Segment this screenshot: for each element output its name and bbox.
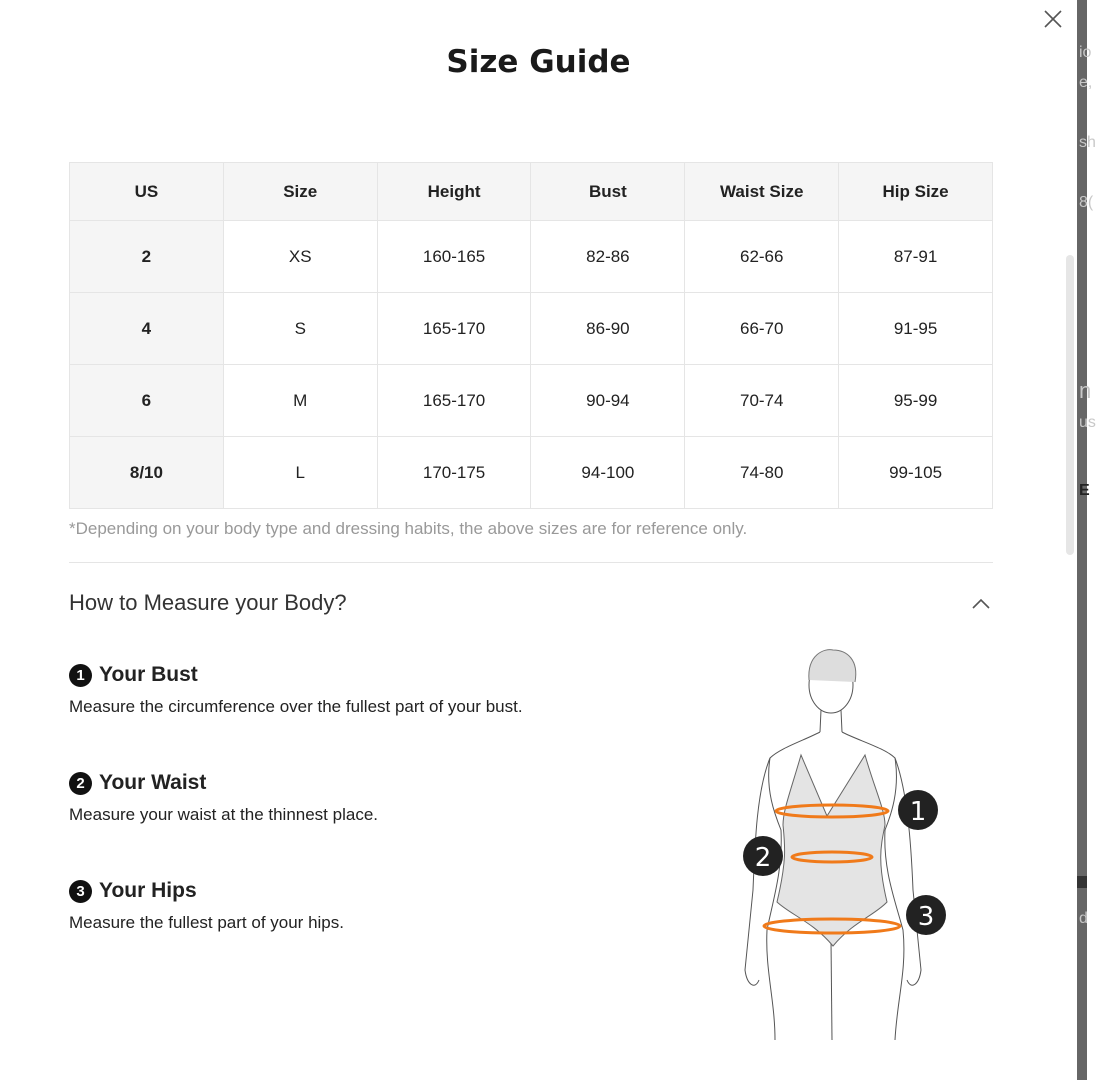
background-text-fragment: E [1079, 482, 1090, 499]
background-text-fragment: n [1079, 378, 1092, 403]
background-text-fragment: io [1079, 44, 1092, 61]
background-text-fragment: 8( [1079, 194, 1094, 211]
table-cell-hip: 91-95 [839, 293, 993, 365]
table-row [70, 437, 993, 509]
marker-label: 1 [909, 797, 927, 827]
table-cell-hip: 87-91 [839, 221, 993, 293]
table-cell-us: 4 [70, 293, 224, 365]
table-cell-us: 8/10 [70, 437, 224, 509]
table-cell-size: S [223, 293, 377, 365]
table-cell-size: XS [223, 221, 377, 293]
table-cell-size: L [223, 437, 377, 509]
table-cell-height: 160-165 [377, 221, 531, 293]
measure-section-toggle[interactable]: How to Measure your Body? [69, 590, 347, 615]
measure-item-description: Measure the circumference over the fullest part of your bust. [69, 697, 523, 716]
table-cell-hip: 95-99 [839, 365, 993, 437]
number-badge: 2 [69, 772, 92, 795]
table-row [70, 221, 993, 293]
number-badge: 1 [69, 664, 92, 687]
table-cell-waist: 62-66 [685, 221, 839, 293]
column-header-us: US [70, 163, 224, 221]
size-table [69, 162, 993, 509]
background-bar [1077, 876, 1087, 888]
number-badge: 3 [69, 880, 92, 903]
close-button[interactable] [1040, 6, 1066, 32]
background-text-fragment: e, [1079, 74, 1093, 91]
table-cell-us: 2 [70, 221, 224, 293]
measure-item-title: Your Waist [99, 771, 207, 794]
table-cell-height: 170-175 [377, 437, 531, 509]
column-header-bust: Bust [531, 163, 685, 221]
background-text-fragment: us [1079, 414, 1096, 431]
measure-item-title: Your Bust [99, 663, 198, 686]
table-cell-waist: 66-70 [685, 293, 839, 365]
chevron-up-icon[interactable] [970, 596, 992, 612]
table-cell-bust: 86-90 [531, 293, 685, 365]
marker-label: 3 [917, 902, 935, 932]
column-header-height: Height [377, 163, 531, 221]
modal-title: Size Guide [446, 44, 631, 80]
table-row [70, 365, 993, 437]
table-cell-bust: 94-100 [531, 437, 685, 509]
measure-item-description: Measure your waist at the thinnest place. [69, 805, 378, 824]
table-row [70, 293, 993, 365]
divider [69, 562, 993, 563]
scrollbar-thumb[interactable] [1066, 255, 1074, 555]
marker-label: 2 [754, 843, 772, 873]
background-text-fragment: d [1079, 910, 1088, 927]
background-text-fragment: sh [1079, 134, 1096, 151]
measure-item-bust [69, 661, 689, 717]
close-icon [1043, 9, 1063, 29]
marker-2 [743, 836, 783, 876]
table-cell-bust: 90-94 [531, 365, 685, 437]
table-cell-waist: 74-80 [685, 437, 839, 509]
table-cell-hip: 99-105 [839, 437, 993, 509]
column-header-hip: Hip Size [839, 163, 993, 221]
measure-item-waist [69, 769, 689, 825]
table-cell-bust: 82-86 [531, 221, 685, 293]
table-cell-waist: 70-74 [685, 365, 839, 437]
body-measurement-illustration [735, 640, 955, 1040]
table-cell-height: 165-170 [377, 293, 531, 365]
reference-note: *Depending on your body type and dressing habits, the above sizes are for reference only. [69, 519, 748, 538]
marker-3 [906, 895, 946, 935]
marker-1 [898, 790, 938, 830]
measure-item-hips [69, 877, 689, 933]
measure-item-title: Your Hips [99, 879, 197, 902]
background-page [1077, 0, 1096, 1080]
table-cell-height: 165-170 [377, 365, 531, 437]
table-header-row [70, 163, 993, 221]
table-cell-size: M [223, 365, 377, 437]
column-header-waist: Waist Size [685, 163, 839, 221]
column-header-size: Size [223, 163, 377, 221]
table-cell-us: 6 [70, 365, 224, 437]
measure-item-description: Measure the fullest part of your hips. [69, 913, 344, 932]
scrollbar[interactable] [1062, 255, 1076, 555]
